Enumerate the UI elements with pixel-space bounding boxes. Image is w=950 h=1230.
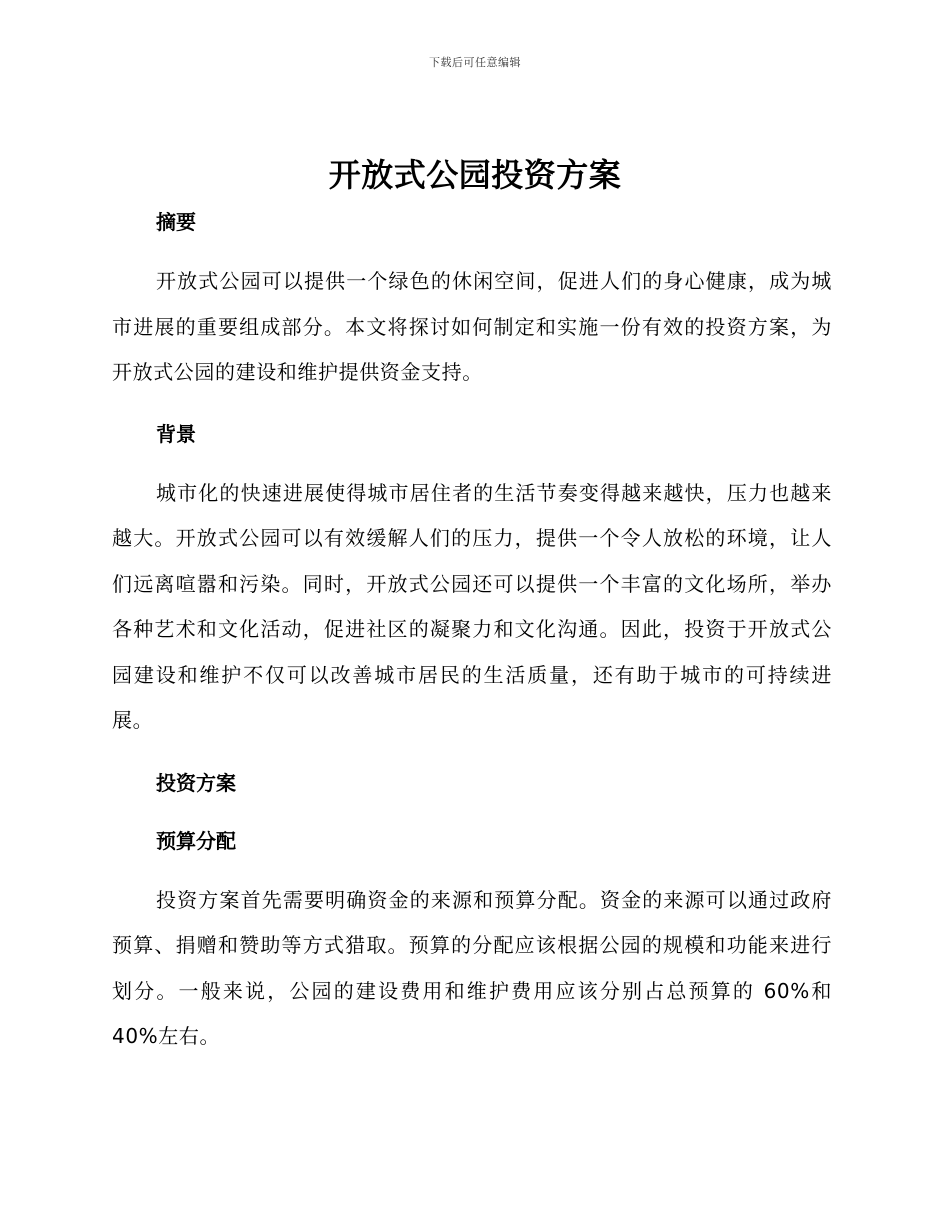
section-paragraph-background: 城市化的快速进展使得城市居住者的生活节奏变得越来越快，压力也越来越大。开放式公园可以有效缓解人们的压力，提供一个令人放松的环境，让人们远离喧嚣和污染。同时，开放式公园还可以提供一个丰富的文化场所，举办各种艺术和文化活动，促进社区的凝聚力和文化沟通。因此，投资于开放式公园建设和维护不仅可以改善城市居民的生活质量，还有助于城市的可持续进展。 — [112, 480, 832, 732]
section-heading-budget-allocation: 预算分配 — [156, 828, 236, 853]
section-paragraph-budget-allocation: 投资方案首先需要明确资金的来源和预算分配。资金的来源可以通过政府预算、捐赠和赞助等方式猎取。预算的分配应该根据公园的规模和功能来进行划分。一般来说，公园的建设费用和维护费用应该分别占总预算的 60%和 40%左右。 — [112, 887, 832, 1048]
section-paragraph-abstract: 开放式公园可以提供一个绿色的休闲空间，促进人们的身心健康，成为城市进展的重要组成部分。本文将探讨如何制定和实施一份有效的投资方案，为开放式公园的建设和维护提供资金支持。 — [112, 269, 832, 384]
document-body — [112, 204, 832, 1060]
section-heading-investment-plan: 投资方案 — [156, 770, 236, 795]
section-heading-abstract: 摘要 — [156, 210, 196, 234]
page-header-note: 下载后可任意编辑 — [429, 56, 521, 69]
section-heading-background: 背景 — [156, 421, 196, 446]
document-title: 开放式公园投资方案 — [328, 156, 622, 194]
